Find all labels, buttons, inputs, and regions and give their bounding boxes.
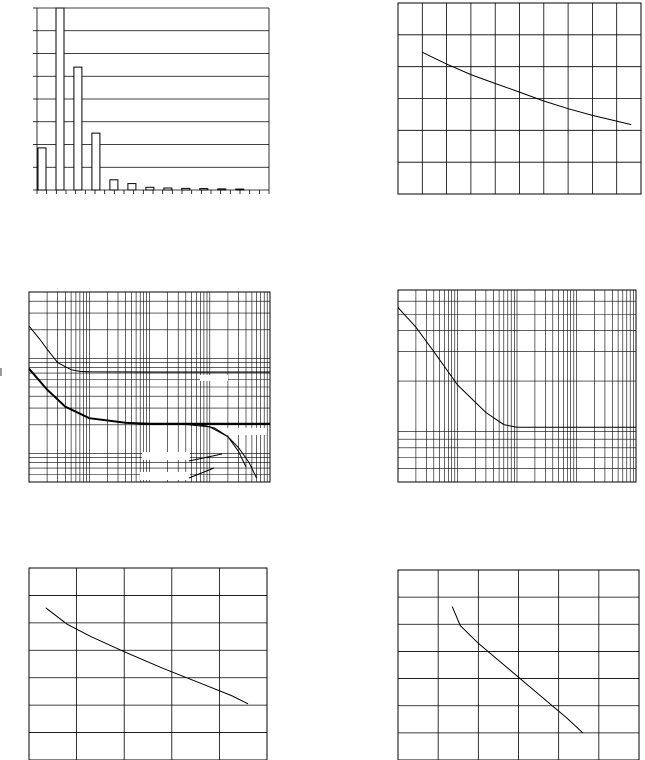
bar-9 — [182, 188, 190, 190]
bar-8 — [164, 188, 172, 190]
series-line-1 — [46, 608, 248, 704]
bar-7 — [146, 187, 154, 190]
series-line-1 — [452, 607, 583, 733]
log-chart-middle-left — [29, 292, 270, 482]
line-chart-bottom-left — [29, 568, 267, 760]
bar-6 — [128, 184, 136, 190]
bar-11 — [218, 189, 226, 190]
bar-10 — [200, 189, 208, 190]
bar-2 — [56, 8, 64, 190]
bar-5 — [110, 180, 118, 190]
bar-chart-harmonic-spectrum — [33, 8, 269, 194]
bar-1 — [38, 148, 46, 190]
callout-box-3 — [200, 375, 228, 381]
callout-box-2 — [140, 472, 190, 480]
bar-12 — [236, 189, 244, 190]
line-chart-top-right — [398, 3, 641, 194]
line-chart-bottom-right — [398, 570, 639, 760]
bar-4 — [92, 133, 100, 190]
plot-frame — [29, 568, 267, 760]
series-line-1 — [422, 52, 631, 124]
leader-line-2 — [189, 468, 214, 478]
log-chart-middle-right — [398, 290, 636, 482]
callout-box-1 — [142, 452, 190, 460]
bar-3 — [74, 67, 82, 190]
